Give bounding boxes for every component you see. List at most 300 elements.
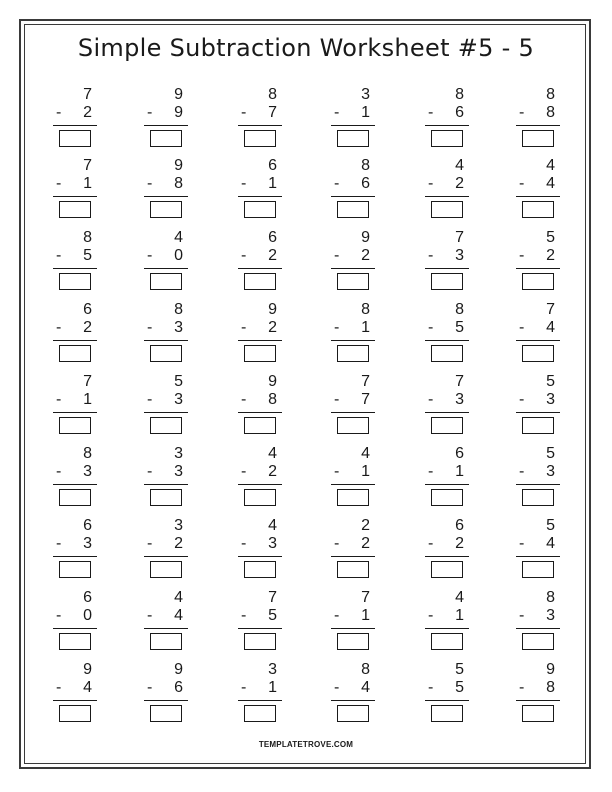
minus-sign: - [334, 391, 340, 408]
answer-rule [516, 125, 560, 126]
answer-rule [144, 268, 188, 269]
answer-box[interactable] [59, 130, 91, 147]
answer-rule [238, 412, 282, 413]
subtraction-problem [334, 373, 374, 443]
minuend: 7 [361, 589, 370, 606]
answer-box[interactable] [522, 633, 554, 650]
subtraction-problem [56, 661, 96, 731]
answer-rule [53, 125, 97, 126]
minuend: 7 [361, 373, 370, 390]
subtraction-problem [519, 157, 559, 227]
subtrahend: 5 [455, 679, 464, 696]
minuend: 4 [174, 229, 183, 246]
minus-sign: - [147, 463, 153, 480]
minus-sign: - [334, 607, 340, 624]
minuend: 7 [455, 229, 464, 246]
subtraction-problem [519, 86, 559, 156]
subtraction-problem [147, 86, 187, 156]
answer-rule [238, 125, 282, 126]
minuend: 4 [268, 517, 277, 534]
answer-rule [516, 196, 560, 197]
subtrahend: 9 [174, 104, 183, 121]
subtraction-problem [428, 589, 468, 659]
answer-box[interactable] [337, 273, 369, 290]
minuend: 7 [83, 157, 92, 174]
subtrahend: 2 [455, 535, 464, 552]
answer-box[interactable] [59, 273, 91, 290]
minus-sign: - [334, 247, 340, 264]
answer-box[interactable] [431, 273, 463, 290]
answer-box[interactable] [337, 489, 369, 506]
minus-sign: - [428, 247, 434, 264]
minus-sign: - [147, 607, 153, 624]
subtrahend: 2 [361, 535, 370, 552]
answer-rule [144, 556, 188, 557]
answer-rule [331, 268, 375, 269]
answer-box[interactable] [337, 561, 369, 578]
minuend: 9 [268, 301, 277, 318]
subtrahend: 6 [361, 175, 370, 192]
minus-sign: - [428, 104, 434, 121]
answer-box[interactable] [431, 417, 463, 434]
minuend: 6 [455, 517, 464, 534]
minuend: 8 [174, 301, 183, 318]
minus-sign: - [519, 391, 525, 408]
answer-rule [53, 196, 97, 197]
answer-rule [425, 556, 469, 557]
answer-box[interactable] [337, 201, 369, 218]
answer-rule [144, 628, 188, 629]
subtraction-problem [334, 301, 374, 371]
minus-sign: - [519, 175, 525, 192]
minus-sign: - [241, 175, 247, 192]
subtraction-problem [147, 661, 187, 731]
answer-rule [238, 484, 282, 485]
answer-rule [331, 556, 375, 557]
answer-rule [331, 700, 375, 701]
answer-box[interactable] [59, 705, 91, 722]
minuend: 8 [268, 86, 277, 103]
subtrahend: 4 [546, 535, 555, 552]
subtrahend: 8 [546, 104, 555, 121]
subtraction-problem [241, 301, 281, 371]
minuend: 7 [83, 373, 92, 390]
minus-sign: - [519, 247, 525, 264]
minus-sign: - [241, 391, 247, 408]
answer-box[interactable] [150, 130, 182, 147]
answer-box[interactable] [431, 561, 463, 578]
minuend: 4 [361, 445, 370, 462]
answer-box[interactable] [150, 705, 182, 722]
minuend: 7 [268, 589, 277, 606]
answer-rule [53, 556, 97, 557]
minuend: 8 [546, 86, 555, 103]
minuend: 5 [174, 373, 183, 390]
subtraction-problem [56, 86, 96, 156]
subtrahend: 1 [83, 175, 92, 192]
minus-sign: - [56, 104, 62, 121]
subtrahend: 1 [361, 319, 370, 336]
answer-box[interactable] [522, 273, 554, 290]
minuend: 6 [83, 301, 92, 318]
subtrahend: 8 [174, 175, 183, 192]
minus-sign: - [519, 463, 525, 480]
subtraction-problem [241, 157, 281, 227]
answer-rule [331, 340, 375, 341]
answer-rule [238, 700, 282, 701]
answer-box[interactable] [150, 345, 182, 362]
subtrahend: 4 [546, 175, 555, 192]
minuend: 8 [83, 445, 92, 462]
subtrahend: 2 [83, 319, 92, 336]
answer-box[interactable] [59, 201, 91, 218]
answer-box[interactable] [337, 633, 369, 650]
subtraction-problem [334, 445, 374, 515]
subtrahend: 5 [83, 247, 92, 264]
answer-box[interactable] [150, 273, 182, 290]
answer-rule [144, 700, 188, 701]
subtrahend: 3 [174, 463, 183, 480]
subtraction-problem [56, 301, 96, 371]
subtrahend: 1 [83, 391, 92, 408]
minus-sign: - [241, 104, 247, 121]
minus-sign: - [56, 391, 62, 408]
answer-box[interactable] [59, 345, 91, 362]
minuend: 3 [174, 445, 183, 462]
subtrahend: 3 [455, 247, 464, 264]
subtrahend: 3 [546, 463, 555, 480]
subtraction-problem [147, 301, 187, 371]
subtrahend: 8 [268, 391, 277, 408]
answer-rule [425, 700, 469, 701]
subtrahend: 1 [268, 175, 277, 192]
answer-rule [53, 700, 97, 701]
subtrahend: 2 [546, 247, 555, 264]
answer-rule [144, 340, 188, 341]
minus-sign: - [147, 535, 153, 552]
minuend: 7 [83, 86, 92, 103]
minus-sign: - [334, 679, 340, 696]
minus-sign: - [147, 391, 153, 408]
subtrahend: 1 [361, 104, 370, 121]
subtrahend: 1 [361, 607, 370, 624]
minuend: 4 [546, 157, 555, 174]
minuend: 6 [268, 229, 277, 246]
answer-rule [53, 340, 97, 341]
answer-rule [516, 484, 560, 485]
subtraction-problem [241, 373, 281, 443]
answer-rule [331, 125, 375, 126]
subtraction-problem [334, 86, 374, 156]
answer-rule [144, 484, 188, 485]
subtrahend: 5 [455, 319, 464, 336]
answer-rule [238, 628, 282, 629]
answer-box[interactable] [244, 345, 276, 362]
subtraction-problem [428, 229, 468, 299]
minuend: 5 [546, 517, 555, 534]
minus-sign: - [56, 319, 62, 336]
answer-box[interactable] [431, 201, 463, 218]
subtraction-problem [241, 86, 281, 156]
subtraction-problem [519, 517, 559, 587]
minus-sign: - [56, 463, 62, 480]
answer-box[interactable] [337, 417, 369, 434]
subtraction-problem [428, 661, 468, 731]
subtrahend: 2 [174, 535, 183, 552]
answer-box[interactable] [522, 705, 554, 722]
minuend: 3 [174, 517, 183, 534]
answer-rule [425, 125, 469, 126]
subtrahend: 7 [361, 391, 370, 408]
subtrahend: 3 [546, 607, 555, 624]
subtraction-problem [519, 589, 559, 659]
answer-box[interactable] [244, 633, 276, 650]
subtraction-problem [147, 589, 187, 659]
answer-box[interactable] [431, 489, 463, 506]
answer-rule [516, 412, 560, 413]
minuend: 6 [83, 589, 92, 606]
minuend: 6 [455, 445, 464, 462]
minus-sign: - [334, 104, 340, 121]
minus-sign: - [147, 247, 153, 264]
minus-sign: - [241, 463, 247, 480]
minuend: 9 [174, 86, 183, 103]
subtrahend: 3 [174, 391, 183, 408]
answer-box[interactable] [337, 705, 369, 722]
answer-rule [425, 196, 469, 197]
subtraction-problem [241, 229, 281, 299]
answer-rule [425, 484, 469, 485]
minuend: 9 [83, 661, 92, 678]
subtraction-problem [56, 445, 96, 515]
answer-box[interactable] [150, 201, 182, 218]
subtraction-problem [147, 373, 187, 443]
subtrahend: 1 [455, 607, 464, 624]
answer-box[interactable] [431, 130, 463, 147]
subtraction-problem [519, 301, 559, 371]
subtraction-problem [147, 445, 187, 515]
subtrahend: 2 [455, 175, 464, 192]
subtraction-problem [147, 157, 187, 227]
minuend: 2 [361, 517, 370, 534]
minus-sign: - [241, 319, 247, 336]
subtraction-problem [334, 589, 374, 659]
subtraction-problem [56, 589, 96, 659]
subtrahend: 2 [268, 247, 277, 264]
minus-sign: - [147, 175, 153, 192]
answer-rule [144, 196, 188, 197]
minuend: 5 [455, 661, 464, 678]
subtraction-problem [428, 86, 468, 156]
answer-rule [53, 412, 97, 413]
minus-sign: - [334, 319, 340, 336]
minuend: 4 [174, 589, 183, 606]
subtrahend: 3 [83, 463, 92, 480]
answer-rule [53, 628, 97, 629]
subtraction-problem [334, 661, 374, 731]
answer-box[interactable] [244, 130, 276, 147]
answer-rule [331, 484, 375, 485]
subtraction-problem [241, 517, 281, 587]
subtrahend: 4 [83, 679, 92, 696]
answer-box[interactable] [431, 705, 463, 722]
subtraction-problem [241, 445, 281, 515]
subtraction-problem [334, 157, 374, 227]
minuend: 8 [455, 86, 464, 103]
minuend: 9 [361, 229, 370, 246]
answer-box[interactable] [244, 273, 276, 290]
subtraction-problem [519, 373, 559, 443]
minus-sign: - [334, 535, 340, 552]
subtrahend: 1 [268, 679, 277, 696]
answer-rule [238, 340, 282, 341]
minus-sign: - [428, 535, 434, 552]
subtrahend: 7 [268, 104, 277, 121]
subtraction-problem [241, 589, 281, 659]
minus-sign: - [241, 247, 247, 264]
subtrahend: 1 [455, 463, 464, 480]
answer-rule [238, 556, 282, 557]
answer-box[interactable] [244, 417, 276, 434]
answer-rule [53, 484, 97, 485]
subtraction-problem [56, 373, 96, 443]
answer-box[interactable] [522, 417, 554, 434]
minus-sign: - [147, 679, 153, 696]
subtraction-problem [428, 373, 468, 443]
subtraction-problem [519, 229, 559, 299]
answer-box[interactable] [337, 130, 369, 147]
subtrahend: 2 [361, 247, 370, 264]
subtrahend: 3 [174, 319, 183, 336]
answer-box[interactable] [244, 705, 276, 722]
minus-sign: - [519, 607, 525, 624]
subtraction-problem [334, 517, 374, 587]
answer-box[interactable] [244, 561, 276, 578]
footer-website: TEMPLATETROVE.COM [258, 740, 354, 749]
subtrahend: 6 [455, 104, 464, 121]
answer-box[interactable] [150, 417, 182, 434]
subtrahend: 3 [455, 391, 464, 408]
subtrahend: 5 [268, 607, 277, 624]
answer-rule [331, 628, 375, 629]
minuend: 3 [361, 86, 370, 103]
answer-box[interactable] [337, 345, 369, 362]
answer-rule [331, 412, 375, 413]
minuend: 6 [83, 517, 92, 534]
subtrahend: 0 [83, 607, 92, 624]
answer-box[interactable] [150, 561, 182, 578]
minus-sign: - [56, 175, 62, 192]
subtraction-problem [428, 445, 468, 515]
subtraction-problem [56, 517, 96, 587]
answer-rule [516, 556, 560, 557]
answer-rule [238, 268, 282, 269]
answer-rule [425, 628, 469, 629]
answer-rule [516, 340, 560, 341]
minuend: 7 [546, 301, 555, 318]
subtrahend: 3 [268, 535, 277, 552]
subtrahend: 6 [174, 679, 183, 696]
minuend: 9 [268, 373, 277, 390]
subtrahend: 3 [546, 391, 555, 408]
minus-sign: - [428, 679, 434, 696]
subtrahend: 2 [268, 463, 277, 480]
answer-box[interactable] [150, 489, 182, 506]
answer-rule [144, 125, 188, 126]
subtraction-problem [56, 229, 96, 299]
subtraction-problem [428, 301, 468, 371]
answer-rule [425, 340, 469, 341]
answer-rule [425, 268, 469, 269]
minuend: 8 [546, 589, 555, 606]
answer-box[interactable] [431, 345, 463, 362]
subtrahend: 2 [83, 104, 92, 121]
minus-sign: - [428, 463, 434, 480]
answer-box[interactable] [244, 201, 276, 218]
minuend: 5 [546, 229, 555, 246]
subtrahend: 1 [361, 463, 370, 480]
minus-sign: - [241, 679, 247, 696]
answer-rule [516, 700, 560, 701]
answer-box[interactable] [59, 561, 91, 578]
answer-box[interactable] [59, 633, 91, 650]
minus-sign: - [519, 679, 525, 696]
minuend: 9 [174, 157, 183, 174]
minuend: 4 [455, 157, 464, 174]
minus-sign: - [334, 463, 340, 480]
subtraction-problem [147, 517, 187, 587]
answer-box[interactable] [522, 489, 554, 506]
subtraction-problem [428, 517, 468, 587]
subtraction-problem [56, 157, 96, 227]
answer-box[interactable] [431, 633, 463, 650]
subtraction-problem [519, 661, 559, 731]
answer-box[interactable] [244, 489, 276, 506]
subtraction-problem [334, 229, 374, 299]
answer-rule [144, 412, 188, 413]
subtrahend: 0 [174, 247, 183, 264]
minuend: 5 [546, 373, 555, 390]
subtrahend: 4 [361, 679, 370, 696]
answer-box[interactable] [522, 201, 554, 218]
minus-sign: - [241, 535, 247, 552]
subtrahend: 8 [546, 679, 555, 696]
minus-sign: - [428, 391, 434, 408]
minuend: 3 [268, 661, 277, 678]
minus-sign: - [147, 104, 153, 121]
minus-sign: - [519, 104, 525, 121]
answer-rule [331, 196, 375, 197]
minuend: 7 [455, 373, 464, 390]
minus-sign: - [428, 175, 434, 192]
answer-box[interactable] [150, 633, 182, 650]
answer-box[interactable] [522, 345, 554, 362]
answer-rule [516, 268, 560, 269]
answer-box[interactable] [522, 561, 554, 578]
minuend: 5 [546, 445, 555, 462]
minus-sign: - [519, 319, 525, 336]
answer-box[interactable] [522, 130, 554, 147]
subtrahend: 3 [83, 535, 92, 552]
subtraction-problem [241, 661, 281, 731]
minus-sign: - [56, 535, 62, 552]
subtraction-problem [428, 157, 468, 227]
answer-box[interactable] [59, 489, 91, 506]
minuend: 8 [361, 301, 370, 318]
answer-box[interactable] [59, 417, 91, 434]
answer-rule [516, 628, 560, 629]
minuend: 9 [174, 661, 183, 678]
